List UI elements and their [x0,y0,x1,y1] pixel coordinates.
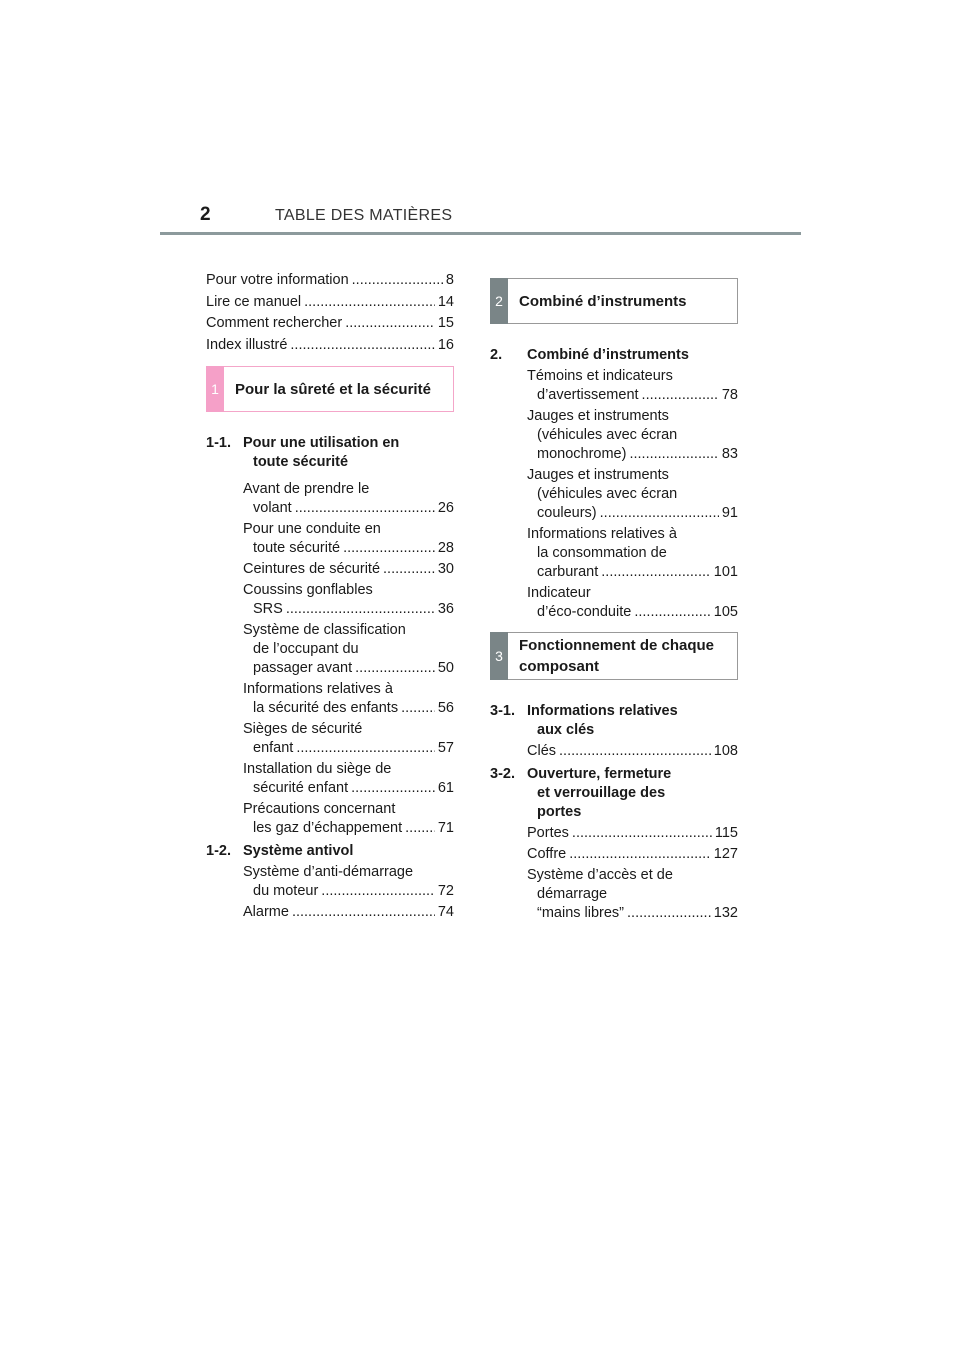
leader-dots [634,603,710,622]
entry-page: 108 [713,743,738,759]
entry-title: Lire ce manuel [206,293,302,310]
leader-dots [343,539,435,558]
leader-dots [351,779,435,798]
entry-title-cont: sécurité enfant [253,780,349,796]
entry-title: Ceintures de sécurité [243,561,381,577]
entry-title: Système d’anti-démarrage [243,864,414,880]
chapter-heading[interactable] [206,842,454,861]
entry-title-cont: carburant [537,564,599,580]
section-tab: 1 [206,366,224,412]
entry-page: 26 [437,500,454,516]
toc-entry[interactable] [206,313,454,335]
toc-entry[interactable] [206,800,454,838]
entry-title: Pour une conduite en [243,521,381,537]
page-number: 2 [200,204,211,225]
leader-dots [629,445,718,464]
leader-dots [286,600,435,619]
leader-dots [355,659,435,678]
toc-entry[interactable] [206,621,454,678]
toc-entry[interactable] [490,742,738,761]
leader-dots [292,903,435,922]
leader-dots [642,386,719,405]
section-title: Fonctionnement de chaque [519,637,715,654]
chapter-heading[interactable] [206,434,454,472]
section-header-1[interactable] [206,366,454,412]
toc-entry[interactable] [490,367,738,405]
section-header-2[interactable] [490,278,738,324]
entry-page: 50 [437,660,454,676]
chapter-title-cont: portes [537,804,582,820]
entry-title-cont: monochrome) [537,446,627,462]
chapter-number: 2. [490,347,503,363]
leader-dots [345,314,435,333]
left-column [206,270,454,922]
entry-page: 71 [437,820,454,836]
section-title: Pour la sûreté et la sécurité [235,380,431,398]
entry-title: Clés [527,743,557,759]
chapter-title-cont: aux clés [537,722,595,738]
chapter-number: 1-2. [206,843,231,859]
chapter-title: Ouverture, fermeture [527,766,672,782]
entry-title: Indicateur [527,585,591,601]
chapter-heading[interactable] [490,346,738,365]
entry-title-cont: SRS [253,601,283,617]
toc-entry[interactable] [490,824,738,843]
section-header-3[interactable] [490,632,738,680]
leader-dots [304,293,435,312]
entry-title-cont: la sécurité des enfants [253,700,399,716]
entry-title: Précautions concernant [243,801,396,817]
toc-entry[interactable] [206,270,454,292]
entry-page: 16 [437,336,454,353]
toc-entry[interactable] [206,720,454,758]
entry-title: Sièges de sécurité [243,721,363,737]
entry-title: Témoins et indicateurs [527,368,673,384]
entry-title-cont: démarrage [537,886,608,902]
leader-dots [572,824,712,843]
entry-title-cont: d’éco-conduite [537,604,632,620]
toc-entry[interactable] [206,292,454,314]
page-header [160,200,801,236]
entry-title: Informations relatives à [527,526,677,542]
entry-page: 78 [721,387,738,403]
entry-page: 57 [437,740,454,756]
leader-dots [295,499,435,518]
section-title: Combiné d’instruments [519,292,687,310]
entry-title: Comment rechercher [206,315,343,332]
entry-page: 132 [713,905,738,921]
entry-page: 8 [445,272,454,289]
entry-title: Coussins gonflables [243,582,373,598]
entry-page: 28 [437,540,454,556]
entry-page: 15 [437,315,454,332]
section-tab: 2 [490,278,508,324]
entry-page: 105 [713,604,738,620]
leader-dots [383,560,435,579]
chapter-heading[interactable] [490,702,738,740]
entry-page: 72 [437,883,454,899]
leader-dots [601,563,711,582]
entry-title-cont: enfant [253,740,294,756]
toc-entry[interactable] [206,863,454,901]
entry-title-cont: de l’occupant du [253,641,359,657]
header-title: TABLE DES MATIÈRES [275,207,453,224]
entry-title-cont: du moteur [253,883,319,899]
entry-page: 14 [437,293,454,310]
entry-title: Avant de prendre le [243,481,370,497]
leader-dots [569,845,711,864]
entry-title-cont: (véhicules avec écran [537,427,678,443]
entry-page: 101 [713,564,738,580]
chapter-title: Informations relatives [527,703,678,719]
entry-title-cont: la consommation de [537,545,667,561]
leader-dots [401,699,435,718]
entry-page: 56 [437,700,454,716]
chapter-title: Système antivol [243,843,354,859]
toc-entry[interactable] [490,525,738,582]
entry-page: 91 [721,505,738,521]
entry-title: Jauges et instruments [527,467,669,483]
entry-title: Alarme [243,904,289,920]
chapter-number: 3-2. [490,766,515,782]
entry-title: Informations relatives à [243,681,393,697]
leader-dots [559,742,711,761]
entry-title-cont: “mains libres” [537,905,625,921]
toc-entry[interactable] [206,903,454,922]
entry-title-cont: volant [253,500,292,516]
leader-dots [321,882,435,901]
entry-page: 30 [437,561,454,577]
entry-title: Système de classification [243,622,406,638]
entry-page: 61 [437,780,454,796]
toc-entry[interactable] [206,480,454,518]
entry-title: Portes [527,825,569,841]
toc-entry[interactable] [490,466,738,523]
leader-dots [352,271,443,290]
entry-page: 36 [437,601,454,617]
entry-title-cont: toute sécurité [253,540,341,556]
toc-entry[interactable] [206,680,454,718]
toc-entry[interactable] [490,866,738,923]
entry-page: 115 [714,825,738,841]
chapter-title: Combiné d’instruments [527,347,689,363]
toc-entry[interactable] [206,335,454,357]
toc-entry[interactable] [206,560,454,579]
section-tab: 3 [490,632,508,680]
entry-title-cont: passager avant [253,660,353,676]
chapter-title: Pour une utilisation en [243,435,400,451]
toc-entry[interactable] [490,584,738,622]
chapter-heading[interactable] [490,765,738,822]
toc-entry[interactable] [206,581,454,619]
toc-entry[interactable] [206,520,454,558]
toc-entry[interactable] [206,760,454,798]
chapter-number: 3-1. [490,703,515,719]
entry-page: 127 [713,846,738,862]
entry-title: Installation du siège de [243,761,392,777]
right-column [490,268,738,923]
leader-dots [600,504,719,523]
leader-dots [405,819,435,838]
toc-entry[interactable] [490,845,738,864]
chapter-title-cont: et verrouillage des [537,785,666,801]
entry-title: Jauges et instruments [527,408,669,424]
leader-dots [296,739,435,758]
leader-dots [627,904,711,923]
entry-title: Système d’accès et de [527,867,673,883]
entry-page: 83 [721,446,738,462]
entry-page: 74 [437,904,454,920]
entry-title-cont: (véhicules avec écran [537,486,678,502]
chapter-title-cont: toute sécurité [253,454,349,470]
entry-title: Pour votre information [206,272,349,289]
header-rule [160,232,801,235]
entry-title: Index illustré [206,336,288,353]
chapter-number: 1-1. [206,435,231,451]
entry-title: Coffre [527,846,567,862]
section-title-cont: composant [519,658,600,675]
entry-title-cont: couleurs) [537,505,597,521]
entry-title-cont: d’avertissement [537,387,639,403]
leader-dots [290,336,434,355]
toc-entry[interactable] [490,407,738,464]
entry-title-cont: les gaz d’échappement [253,820,403,836]
